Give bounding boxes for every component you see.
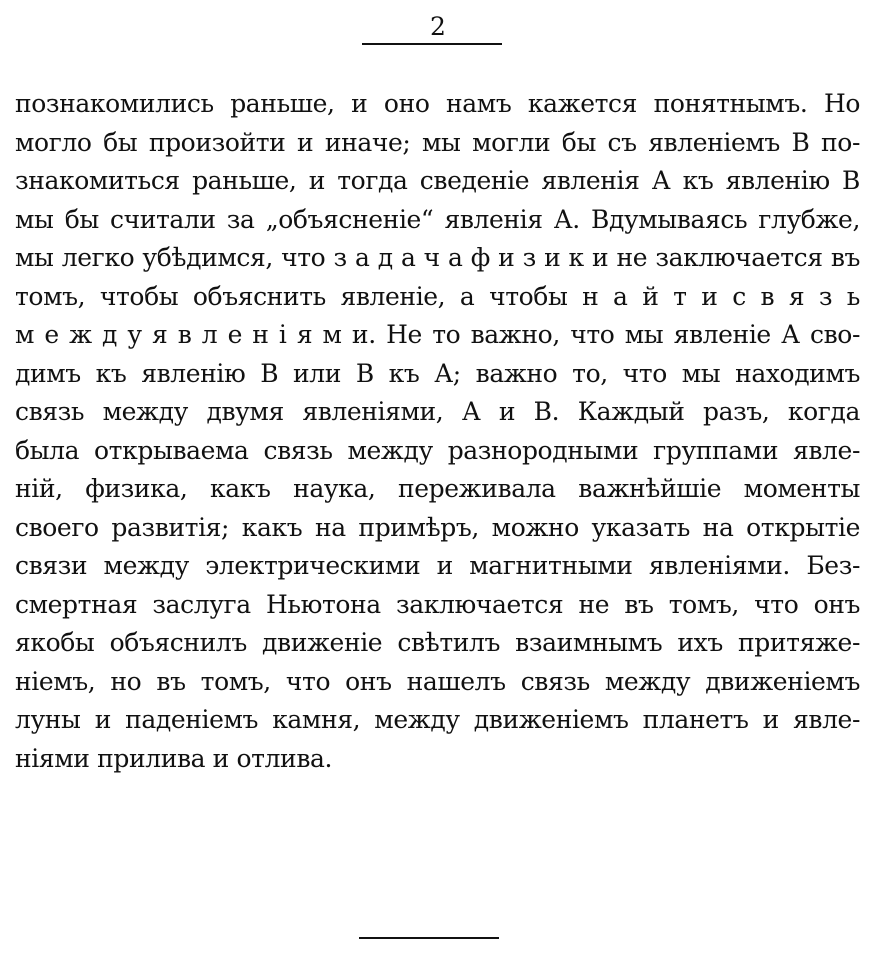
- text-line: могло бы произойти и иначе; мы могли бы съ явленіемъ В по-: [15, 127, 860, 157]
- text-line: мы легко убѣдимся, что з а д а ч а ф и з и к и не заключается въ: [15, 243, 860, 272]
- text-line: связь между двумя явленіями, А и В. Каждый разъ, когда: [15, 397, 860, 426]
- text-line: ній, физика, какъ наука, переживала важнѣйшіе моменты: [15, 474, 860, 503]
- body-paragraph: [15, 85, 860, 778]
- text-line: познакомились раньше, и оно намъ кажется понятнымъ. Но: [15, 89, 860, 118]
- text-line: мы бы считали за „объясненіе“ явленія А. Вдумываясь глубже,: [15, 204, 860, 234]
- text-line: ніями прилива и отлива.: [15, 743, 333, 773]
- text-line: связи между электрическими и магнитными явленіями. Без-: [15, 551, 860, 580]
- text-line: луны и паденіемъ камня, между движеніемъ планетъ и явле-: [15, 705, 860, 734]
- page-number: 2: [430, 12, 446, 41]
- text-line: своего развитія; какъ на примѣръ, можно указать на открытіе: [15, 512, 860, 542]
- text-line: якобы объяснилъ движеніе свѣтилъ взаимнымъ ихъ притяже-: [15, 628, 860, 657]
- text-line: м е ж д у я в л е н і я м и. Не то важно, что мы явленіе А сво-: [15, 320, 860, 349]
- text-line: ніемъ, но въ томъ, что онъ нашелъ связь между движеніемъ: [15, 666, 860, 696]
- footer-rule: [359, 937, 499, 939]
- text-line: томъ, чтобы объяснить явленіе, а чтобы н а й т и с в я з ь: [15, 281, 860, 311]
- text-line: знакомиться раньше, и тогда сведеніе явленія А къ явленію В: [15, 166, 860, 195]
- text-line: димъ къ явленію В или В къ А; важно то, что мы находимъ: [15, 358, 860, 388]
- header-rule: [362, 43, 502, 45]
- text-line: смертная заслуга Ньютона заключается не въ томъ, что онъ: [15, 589, 860, 619]
- text-line: была открываема связь между разнородными группами явле-: [15, 435, 860, 465]
